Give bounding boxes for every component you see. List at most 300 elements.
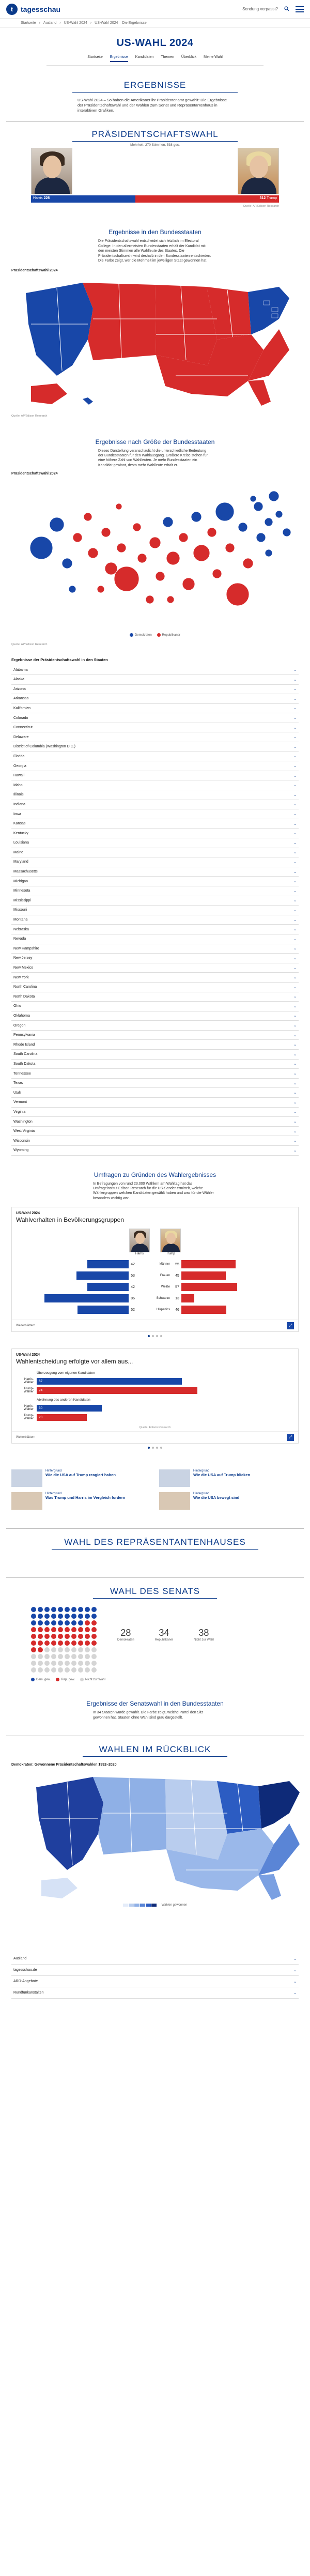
state-accordion-item[interactable] [11,877,299,886]
state-accordion-item[interactable] [11,665,299,675]
dem-value: 52 [131,1308,135,1312]
state-bubble[interactable] [265,518,273,526]
tab-kandidaten[interactable]: Kandidaten [135,55,154,59]
legend-rep: Rep. gew. [56,1678,75,1681]
state-bubble[interactable] [193,545,210,561]
search-icon[interactable] [284,6,289,12]
dem-bar-fill [44,1294,129,1302]
senate-seat [38,1667,43,1673]
state-accordion-item[interactable] [11,944,299,954]
chevron-down-icon: ⌄ [293,784,297,788]
state-name: New York [13,975,29,979]
map-northeast-region [248,287,289,334]
senate-seat [44,1640,50,1646]
state-name: South Carolina [13,1052,38,1056]
state-name: Texas [13,1081,23,1085]
card-footer-text: Weiterblättern [16,1324,36,1328]
teaser-headline[interactable]: Wie die USA auf Trump blicken [193,1473,251,1478]
state-bubble[interactable] [73,533,82,542]
state-name: Delaware [13,735,29,739]
state-bubble[interactable] [166,551,180,565]
senate-legend [31,1678,310,1681]
footer-link[interactable] [11,1965,299,1976]
motive-value: 23 [39,1415,43,1419]
state-bubble[interactable] [69,586,76,593]
breadcrumb-item[interactable]: Ausland [43,21,57,25]
motive-bar [37,1405,102,1412]
chevron-down-icon: ⌄ [293,1148,297,1153]
rep-value: 45 [175,1274,179,1278]
expand-button[interactable]: ⤢ [287,1322,294,1329]
map-hawaii [83,397,93,405]
state-name: Wisconsin [13,1139,30,1143]
teaser-grid [11,1469,299,1510]
state-accordion-item[interactable] [11,732,299,742]
chevron-down-icon: ⌄ [293,716,297,720]
chevron-down-icon: ⌄ [293,1014,297,1018]
teaser-headline[interactable]: Was Trump und Harris im Vergleich fordern [45,1495,126,1500]
chevron-down-icon: ⌄ [293,889,297,893]
state-accordion-item[interactable] [11,685,299,695]
teaser-item[interactable] [11,1492,151,1510]
state-accordion-item[interactable] [11,1127,299,1137]
chevron-down-icon: ⌄ [293,976,297,980]
senate-seat [51,1654,56,1659]
state-accordion-item[interactable] [11,1040,299,1050]
senate-seat [91,1667,97,1673]
chevron-down-icon: ⌄ [293,707,297,711]
state-bubble[interactable] [105,562,117,575]
state-accordion-item[interactable] [11,761,299,771]
chevron-down-icon: ⌄ [293,841,297,845]
state-name: North Dakota [13,994,35,999]
carousel-dots[interactable] [0,1447,310,1449]
chevron-down-icon: ⌄ [293,1120,297,1124]
state-name: Utah [13,1091,21,1095]
state-accordion-item[interactable] [11,713,299,723]
state-name: Missouri [13,908,27,912]
chevron-down-icon: ⌄ [293,832,297,836]
teaser-text [45,1492,125,1510]
state-name: Arizona [13,687,26,691]
state-name: Indiana [13,802,25,806]
state-accordion-item[interactable] [11,925,299,934]
footer-label: Ausland [13,1957,27,1961]
chevron-down-icon: ⌄ [293,918,297,922]
state-bubble[interactable] [191,512,202,522]
state-bubble[interactable] [137,554,147,563]
state-accordion-item[interactable] [11,906,299,915]
state-bubble[interactable] [283,528,291,536]
senate-seat [58,1654,63,1659]
motive-bar [37,1387,197,1394]
motive-label: Trump-Wähler [23,1414,34,1421]
state-accordion-item[interactable] [11,915,299,925]
state-accordion-item[interactable] [11,800,299,810]
tab-ergebnisse[interactable]: Ergebnisse [110,55,128,62]
footer-link[interactable] [11,1976,299,1987]
group-row [12,1304,298,1315]
teaser-item[interactable] [11,1469,151,1487]
state-accordion-item[interactable] [11,838,299,848]
state-accordion-item[interactable] [11,1069,299,1079]
state-bubble[interactable] [256,533,266,542]
chevron-down-icon: ⌄ [293,678,297,682]
trump-photo [238,148,279,194]
senate-seat [71,1627,76,1632]
dem-bar [30,1306,129,1314]
senate-seat [85,1647,90,1652]
senate-seat [71,1654,76,1659]
tab-themen[interactable]: Themen [161,55,174,59]
state-accordion-item[interactable] [11,1098,299,1108]
rep-bar [181,1294,280,1302]
footer-label: ARD-Angebote [13,1980,38,1984]
rep-seat-count: 34 Republikaner [154,1628,174,1642]
teaser-kicker: Hintergrund [45,1469,62,1473]
results-heading: ERGEBNISSE [72,80,238,93]
state-accordion-item[interactable] [11,790,299,800]
teaser-item[interactable] [159,1469,299,1487]
state-accordion-item[interactable] [11,819,299,829]
state-bubble[interactable] [133,523,141,531]
state-bubble[interactable] [275,511,283,518]
state-name: Michigan [13,879,28,883]
senate-seat [58,1667,63,1673]
senate-seat [91,1614,97,1619]
chevron-down-icon: ⌄ [293,956,297,960]
state-accordion-item[interactable] [11,1117,299,1127]
history-map[interactable] [0,1767,310,1901]
senate-seat [58,1614,63,1619]
state-accordion-item[interactable] [11,1031,299,1040]
state-bubble[interactable] [146,595,154,604]
dem-value: 86 [131,1296,135,1300]
state-bubble[interactable] [225,543,235,553]
footer-link[interactable] [11,1987,299,1999]
state-bubble[interactable] [167,596,174,603]
state-bubble[interactable] [114,566,139,591]
state-name: District of Columbia (Washington D.C.) [13,745,75,749]
state-name: Minnesota [13,889,30,893]
chevron-down-icon: ⌄ [293,995,297,999]
senate-seat [85,1667,90,1673]
tab-startseite[interactable]: Startseite [87,55,103,59]
state-name: Kalifornien [13,706,31,710]
state-name: Tennessee [13,1071,31,1076]
state-accordion-item[interactable] [11,1146,299,1156]
map-plains-region [155,285,217,365]
rep-bar [181,1260,280,1268]
state-accordion-item[interactable] [11,780,299,790]
state-list-title: Ergebnisse der Präsidentschaftswahl in den Staaten [11,657,108,663]
rep-bar [181,1271,280,1280]
state-accordion-item[interactable] [11,857,299,867]
chevron-down-icon: ⌄ [293,985,297,989]
senate-seat [65,1607,70,1612]
chevron-down-icon: ⌄ [293,774,297,778]
state-name: Rhode Island [13,1042,35,1047]
senate-seat [91,1640,97,1646]
state-name: New Mexico [13,966,34,970]
teaser-image [159,1469,190,1487]
teaser-item[interactable] [159,1492,299,1510]
state-accordion-item[interactable] [11,963,299,973]
chevron-down-icon: ⌄ [293,851,297,855]
senate-seat [31,1620,36,1626]
state-bubble[interactable] [163,517,173,527]
harris-name: Harris [135,1252,144,1256]
state-bubble[interactable] [149,537,161,548]
source-note: Quelle: Edison Research [139,1426,171,1430]
senate-seat [51,1627,56,1632]
footer-label: Rundfunkanstalten [13,1991,44,1995]
state-name: Montana [13,918,28,922]
chevron-down-icon: ⌄ [293,1957,297,1961]
us-election-map[interactable] [0,272,310,412]
rep-value: 46 [175,1308,179,1312]
senate-seat [78,1667,83,1673]
state-accordion-item[interactable] [11,771,299,781]
dem-bar [30,1294,129,1302]
chevron-down-icon: ⌄ [293,755,297,759]
state-name: Colorado [13,716,28,720]
senate-seat [31,1667,36,1673]
chevron-down-icon: ⌄ [293,1024,297,1028]
majority-note: Mehrheit: 270 Stimmen, 538 ges. [130,143,180,147]
state-name: New Hampshire [13,946,39,950]
logo-mark: t [6,4,18,15]
state-accordion-item[interactable] [11,742,299,752]
state-accordion-item[interactable] [11,1050,299,1060]
senate-states-text: In 34 Staaten wurde gewählt. Die Farbe zeigt, welche Partei den Sitz gewonnen hat. Staaten ohne Wahl sind grau dargestellt. [93,1711,204,1720]
state-accordion-item[interactable] [11,694,299,704]
state-bubble[interactable] [84,513,92,521]
senate-seat [51,1607,56,1612]
footer-link[interactable] [11,1953,299,1965]
dem-value: 53 [131,1274,135,1278]
chevron-down-icon: ⌄ [293,726,297,730]
chevron-down-icon: ⌄ [293,880,297,884]
logo[interactable] [6,4,60,15]
chevron-down-icon: ⌄ [293,1043,297,1047]
figure-label: Demokraten: Gewonnene Präsidentschaftswahlen 1992–2020 [11,1763,117,1767]
state-bubble[interactable] [254,502,263,511]
not-up-count: 38 Nicht zur Wahl [194,1628,214,1642]
senate-seat [78,1647,83,1652]
tab-überblick[interactable]: Überblick [181,55,197,59]
legend-dem: Demokraten [130,633,152,637]
map-alaska [31,384,67,404]
survey-card-motive [11,1348,299,1444]
chevron-down-icon: ⌄ [293,1081,297,1085]
senate-seat [85,1614,90,1619]
motive-bar [37,1378,182,1385]
state-name: Maine [13,850,24,854]
breadcrumb-item[interactable]: Startseite [21,21,36,25]
senate-seat [51,1614,56,1619]
state-name: Louisiana [13,841,29,845]
senate-seat [65,1667,70,1673]
expand-button[interactable]: ⤢ [287,1434,294,1441]
legend-dem: Dem. gew. [31,1678,51,1681]
state-name: Pennsylvania [13,1033,35,1037]
senate-seat [91,1627,97,1632]
state-bubble[interactable] [212,569,222,578]
state-bubble[interactable] [269,491,279,501]
group-label: Schwarze [156,1297,170,1300]
teaser-headline[interactable]: Wie die USA auf Trump reagiert haben [45,1473,116,1478]
group-row [12,1259,298,1270]
state-accordion-item[interactable] [11,723,299,733]
senate-seat [58,1620,63,1626]
senate-seat [91,1654,97,1659]
group-row [12,1293,298,1304]
state-accordion-item[interactable] [11,983,299,992]
state-bubble[interactable] [30,536,53,559]
state-name: Nebraska [13,927,29,931]
state-accordion-item[interactable] [11,809,299,819]
state-bubble[interactable] [182,578,195,590]
state-bubble[interactable] [156,572,165,581]
sendung-link[interactable]: Sendung verpasst? [242,7,278,11]
chevron-down-icon: ⌄ [293,908,297,912]
teaser-image [159,1492,190,1510]
breadcrumb-item[interactable]: US-Wahl 2024 [64,21,87,25]
state-bubble[interactable] [179,533,188,542]
state-accordion-item[interactable] [11,1088,299,1098]
state-accordion-item[interactable] [11,992,299,1002]
senate-seat [91,1634,97,1639]
chevron-down-icon: ⌄ [293,697,297,701]
senate-seat [65,1620,70,1626]
bubble-cartogram[interactable] [0,476,310,631]
state-name: New Jersey [13,956,33,960]
senate-seat [71,1667,76,1673]
senate-seat [44,1627,50,1632]
chevron-down-icon: ⌄ [293,1091,297,1095]
survey-text: In Befragungen von rund 23.000 Wählern am Wahltag hat das Umfrageinstitut Edison Research für die US-Sender ermittelt, welche Wählergruppen welchen Kandidaten gewählt haben und was für die Wähler besonders wichtig war. [93,1182,214,1200]
chevron-down-icon: ⌄ [293,803,297,807]
state-accordion-item[interactable] [11,934,299,944]
senate-seat [85,1640,90,1646]
senate-seat [31,1647,36,1652]
state-bubble[interactable] [238,523,247,532]
state-accordion-item[interactable] [11,867,299,877]
state-bubble[interactable] [265,549,272,557]
cartogram-legend [0,633,310,637]
tab-bar [47,55,264,66]
state-bubble[interactable] [88,548,98,558]
teaser-kicker: Hintergrund [45,1492,62,1496]
senate-seat [51,1667,56,1673]
state-bubble[interactable] [101,528,111,537]
state-accordion-item[interactable] [11,1060,299,1069]
state-bubble[interactable] [215,502,234,521]
state-accordion-item[interactable] [11,1108,299,1117]
carousel-dots[interactable] [0,1335,310,1337]
rep-value: 13 [175,1296,179,1300]
chevron-down-icon: ⌄ [293,1072,297,1076]
state-accordion-item[interactable] [11,1136,299,1146]
dem-value: 42 [131,1262,135,1266]
menu-icon[interactable] [296,6,304,12]
state-bubble[interactable] [250,496,256,502]
state-accordion-item[interactable] [11,1002,299,1011]
senate-seat [58,1627,63,1632]
state-accordion-item[interactable] [11,752,299,762]
state-accordion-item[interactable] [11,829,299,838]
senate-seat [31,1607,36,1612]
senate-seat [58,1661,63,1666]
senate-seat [31,1654,36,1659]
rep-value: 55 [175,1262,179,1266]
state-accordion-item[interactable] [11,1021,299,1031]
senate-seat [51,1647,56,1652]
rep-bar-fill [181,1294,194,1302]
figure-label: Präsidentschaftswahl 2024 [11,472,58,476]
survey-subheading: Umfragen zu Gründen des Wahlergebnisses [94,1171,216,1178]
state-bubble[interactable] [97,586,104,593]
senate-seat [38,1620,43,1626]
state-bubble[interactable] [243,558,253,569]
state-bubble[interactable] [117,543,126,553]
page-title: US-WAHL 2024 [116,37,194,49]
state-bubble[interactable] [226,583,249,606]
state-name: South Dakota [13,1062,36,1066]
tab-meinewahl[interactable]: Meine Wahl [204,55,223,59]
cartogram-subheading: Ergebnisse nach Größe der Bundesstaaten [95,438,215,446]
breadcrumb-item: US-Wahl 2024 – Die Ergebnisse [95,21,147,25]
motive-label: Harris-Wähler [23,1405,34,1412]
state-accordion-item[interactable] [11,675,299,685]
chevron-down-icon: ⌄ [293,812,297,817]
state-accordion-item[interactable] [11,896,299,906]
state-accordion-item[interactable] [11,954,299,963]
teaser-headline[interactable]: Wie die USA bewegt sind [193,1495,240,1500]
motive-label: Trump-Wähler [23,1387,34,1394]
state-accordion-item[interactable] [11,886,299,896]
state-accordion-item[interactable] [11,1011,299,1021]
senate-seat [31,1627,36,1632]
motive-label: Harris-Wähler [23,1378,34,1385]
group-label: Hispanics [156,1308,170,1312]
state-accordion-item[interactable] [11,973,299,983]
dem-bar-fill [76,1271,129,1280]
state-accordion-item[interactable] [11,848,299,858]
senate-seat [65,1654,70,1659]
state-bubble[interactable] [62,558,72,569]
senate-seat [38,1607,43,1612]
state-bubble[interactable] [116,503,122,510]
state-accordion-item[interactable] [11,704,299,714]
state-name: Idaho [13,783,23,787]
rep-bar-fill [181,1260,236,1268]
senate-seat [71,1640,76,1646]
state-bubble[interactable] [207,528,216,537]
senate-seat [91,1647,97,1652]
state-name: Oregon [13,1023,26,1028]
senate-seat [91,1661,97,1666]
senate-seat [44,1647,50,1652]
state-name: North Carolina [13,985,37,989]
state-name: Iowa [13,812,21,816]
senate-seat [85,1627,90,1632]
state-name: West Virginia [13,1129,35,1133]
state-bubble[interactable] [50,517,64,532]
state-accordion-item[interactable] [11,1079,299,1088]
teaser-text [45,1469,116,1487]
